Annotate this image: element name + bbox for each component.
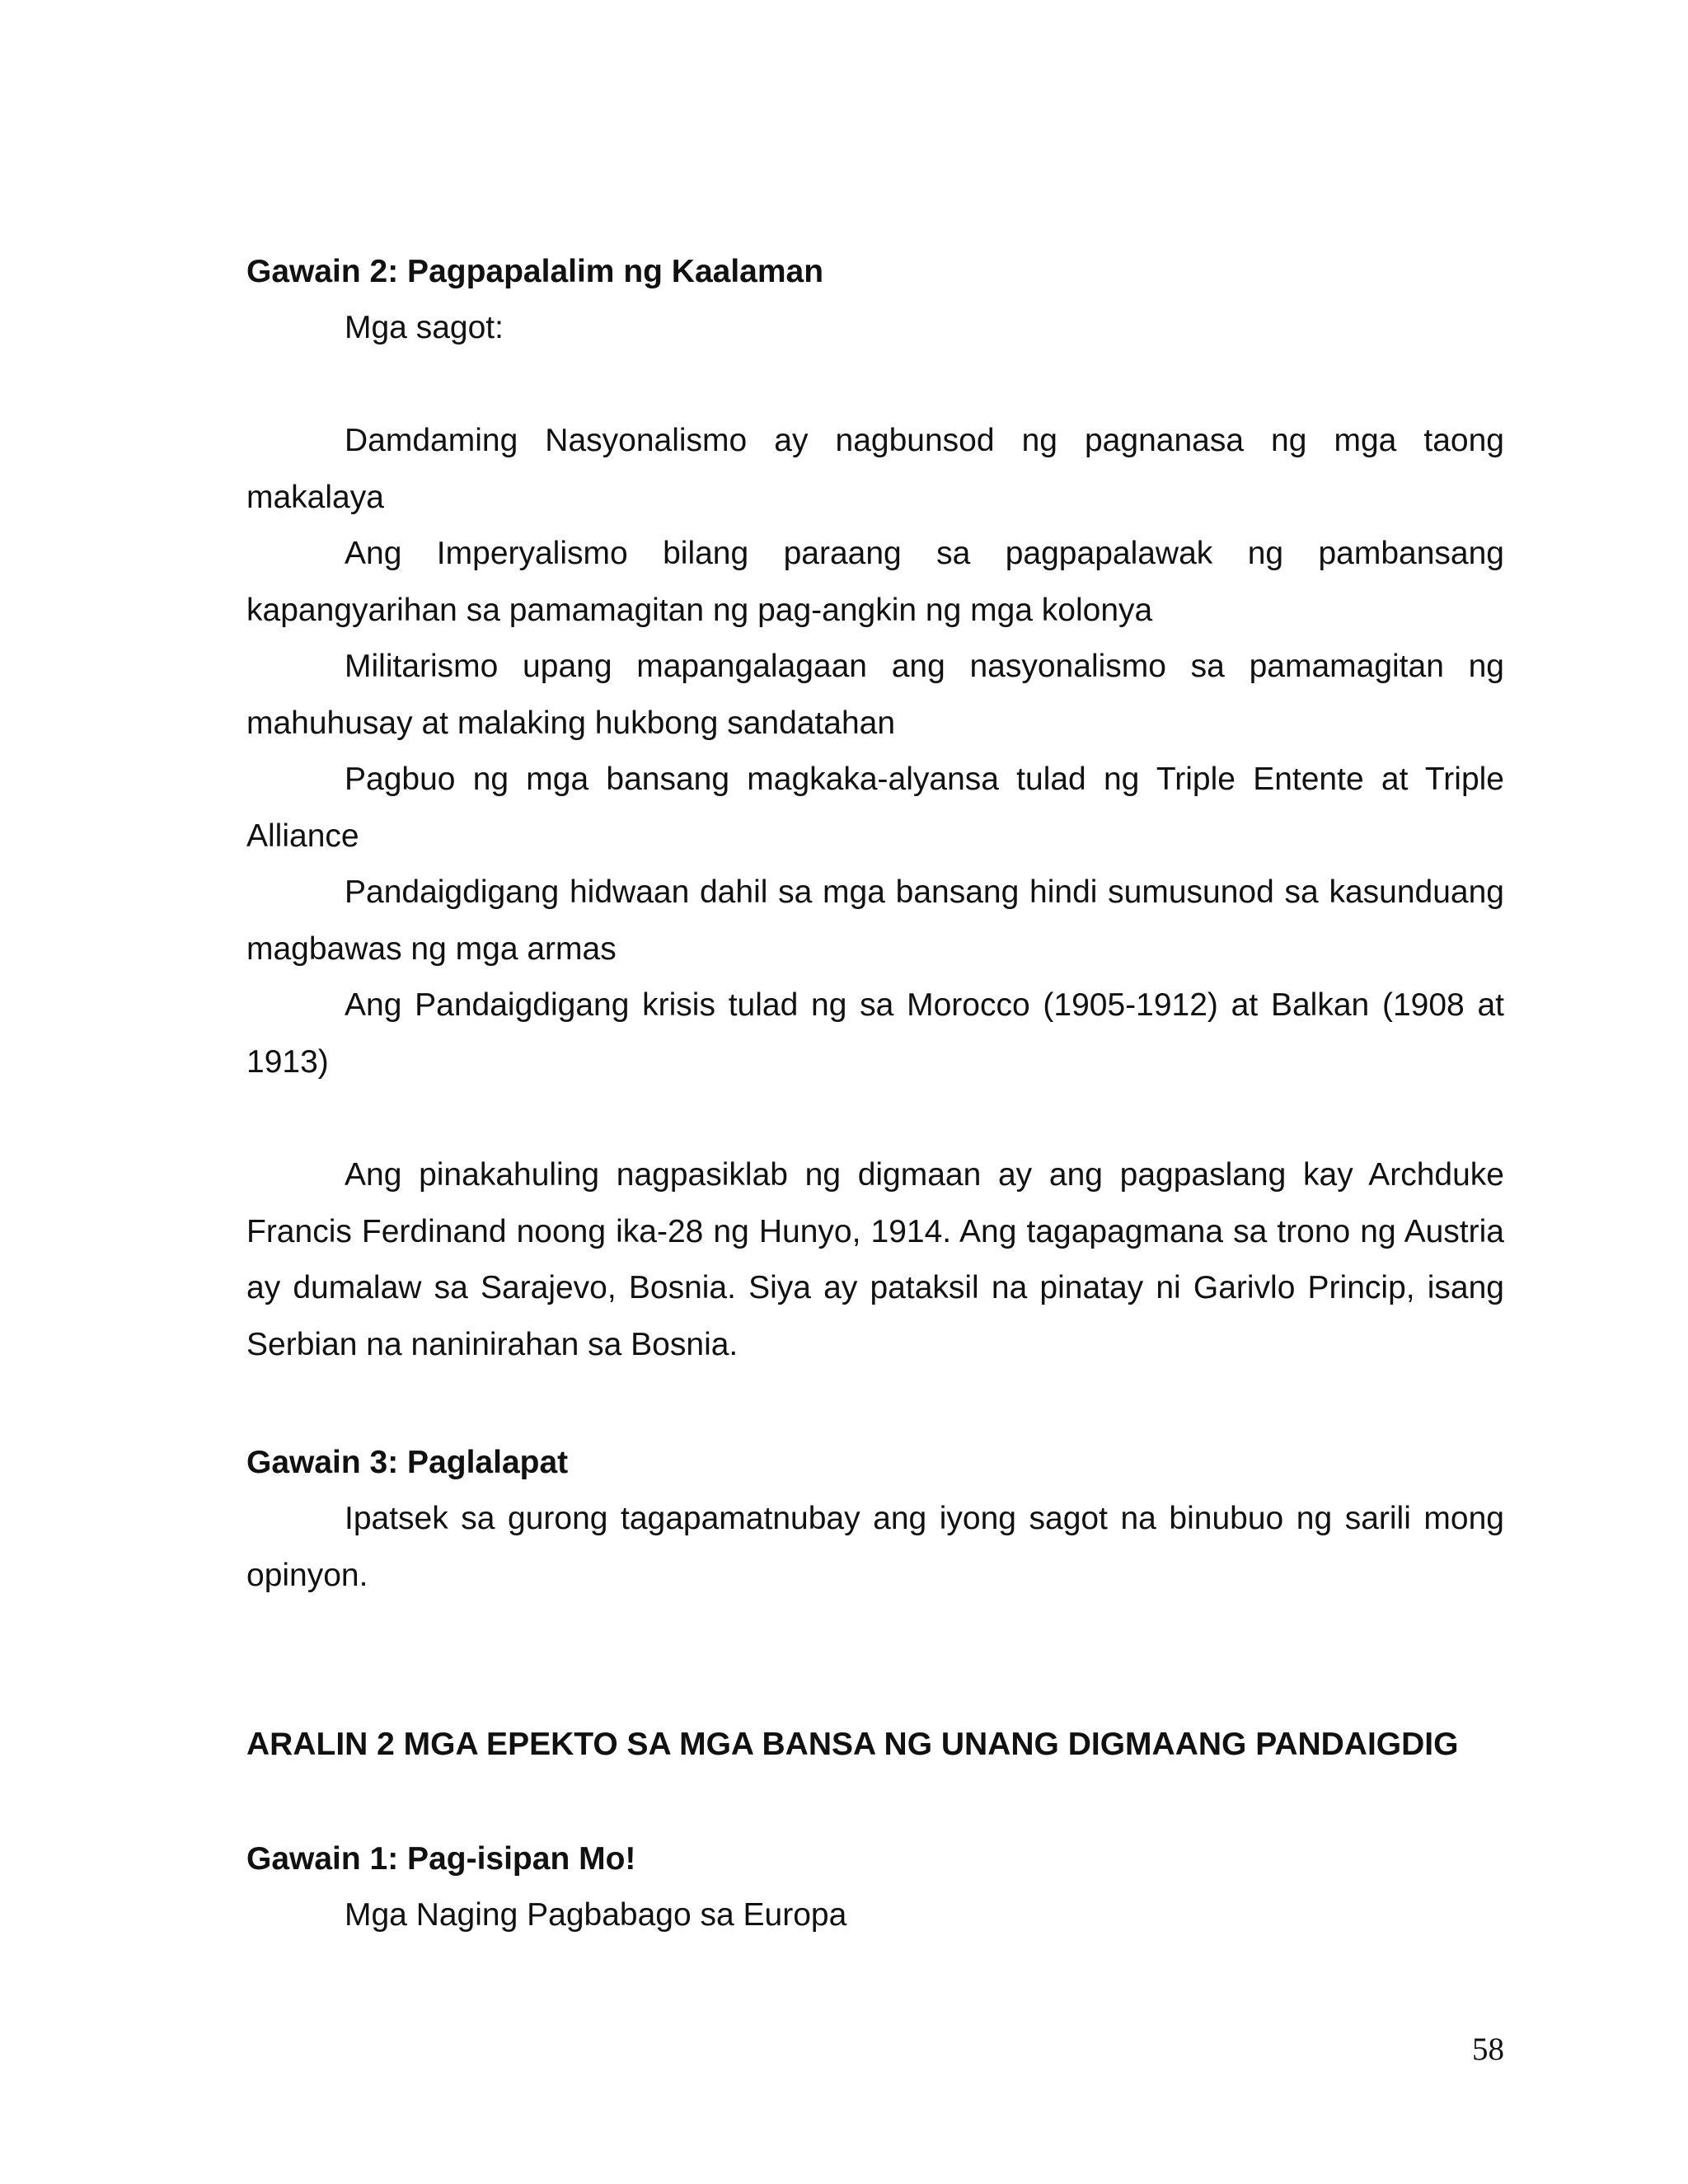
gawain1-text: Mga Naging Pagbabago sa Europa xyxy=(345,1897,847,1933)
gawain2-heading: Gawain 2: Pagpapalalim ng Kaalaman xyxy=(246,254,824,289)
answer-item-2: Ang Imperyalismo bilang paraang sa pagpapalawak ng pambansang kapangyarihan sa pamamagitan ng pag-angkin ng mga kolonya xyxy=(246,536,1504,628)
aralin2-heading: ARALIN 2 MGA EPEKTO SA MGA BANSA NG UNANG DIGMAANG PANDAIGDIG xyxy=(246,1727,1459,1762)
gawain3-text: Ipatsek sa gurong tagapamatnubay ang iyong sagot na binubuo ng sarili mong opinyon. xyxy=(246,1501,1504,1593)
answer-item-4: Pagbuo ng mga bansang magkaka-alyansa tulad ng Triple Entente at Triple Alliance xyxy=(246,762,1504,854)
closing-paragraph: Ang pinakahuling nagpasiklab ng digmaan ay ang pagpaslang kay Archduke Francis Ferdinand noong ika-28 ng Hunyo, 1914. Ang tagapagmana sa trono ng Austria ay dumalaw sa Sarajevo, Bosnia. Siya ay pataksil na pinatay ni Garivlo Princip, isang Serbian na naninirahan sa Bosnia. xyxy=(246,1157,1504,1362)
gawain1-heading: Gawain 1: Pag-isipan Mo! xyxy=(246,1841,636,1877)
page-number: 58 xyxy=(1472,2032,1504,2067)
answer-item-1: Damdaming Nasyonalismo ay nagbunsod ng pagnanasa ng mga taong makalaya xyxy=(246,423,1504,515)
answer-item-6: Ang Pandaigdigang krisis tulad ng sa Morocco (1905-1912) at Balkan (1908 at 1913) xyxy=(246,987,1504,1080)
gawain3-heading: Gawain 3: Paglalapat xyxy=(246,1445,569,1480)
answer-item-3: Militarismo upang mapangalagaan ang nasyonalismo sa pamamagitan ng mahuhusay at malaking hukbong sandatahan xyxy=(246,649,1504,741)
answer-item-5: Pandaigdigang hidwaan dahil sa mga bansang hindi sumusunod sa kasunduang magbawas ng mga armas xyxy=(246,874,1504,967)
answers-label: Mga sagot: xyxy=(345,310,504,345)
